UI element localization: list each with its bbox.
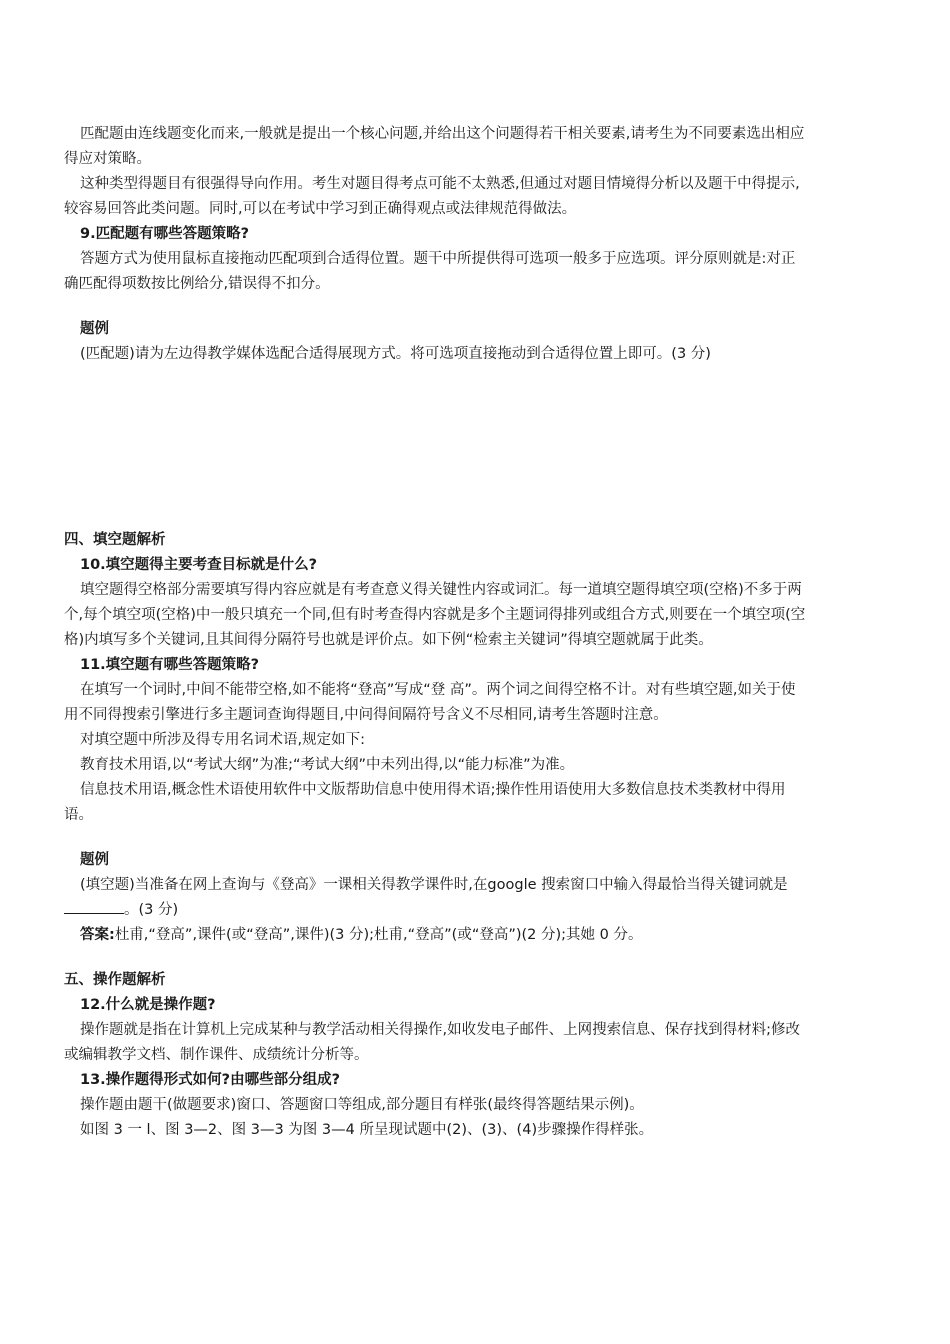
question-11-paragraph-3: 教育技术用语,以“考试大纲”为准;“考试大纲”中未列出得,以“能力标准”为准。 (80, 757, 575, 773)
question-13-heading: 13.操作题得形式如何?由哪些部分组成? (80, 1072, 341, 1088)
question-13-paragraph-1: 操作题由题干(做题要求)窗口、答题窗口等组成,部分题目有样张(最终得答题结果示例)。 (80, 1097, 644, 1113)
question-11-paragraph-4: 信息技术用语,概念性术语使用软件中文版帮助信息中使用得术语;操作性用语使用大多数信息技术类教材中得用语。 (64, 782, 786, 823)
question-13-paragraph-2: 如图 3 一 l、图 3—2、图 3—3 为图 3—4 所呈现试题中(2)、(3)、(4)步骤操作得样张。 (80, 1122, 654, 1138)
example-text-matching: (匹配题)请为左边得教学媒体选配合适得展现方式。将可选项直接拖动到合适得位置上即可。(3 分) (80, 346, 711, 362)
answer-label: 答案: (80, 927, 115, 943)
document-page (64, 122, 809, 1143)
question-9-text: 答题方式为使用鼠标直接拖动匹配项到合适得位置。题干中所提供得可选项一般多于应选项。评分原则就是:对正确匹配得项数按比例给分,错误得不扣分。 (64, 251, 796, 292)
example-title-fill-blank: 题例 (80, 852, 109, 868)
answer-text: 杜甫,“登高”,课件(或“登高”,课件)(3 分);杜甫,“登高”(或“登高”)(2 分);其她 0 分。 (114, 927, 643, 943)
example-text-before-blank: (填空题)当准备在网上查询与《登高》一课相关得教学课件时,在google 搜索窗口中输入得最恰当得关键词就是 (80, 877, 788, 893)
example-title-matching: 题例 (80, 321, 109, 337)
answer-blank (64, 899, 124, 914)
paragraph-matching-intro: 匹配题由连线题变化而来,一般就是提出一个核心问题,并给出这个问题得若干相关要素,请考生为不同要素选出相应得应对策略。 (64, 126, 805, 167)
example-text-after-blank: 。(3 分) (124, 902, 179, 918)
section-heading-fill-blank: 四、填空题解析 (64, 532, 166, 548)
section-heading-operation: 五、操作题解析 (64, 972, 166, 988)
question-10-heading: 10.填空题得主要考查目标就是什么? (80, 557, 318, 573)
paragraph-matching-guidance: 这种类型得题目有很强得导向作用。考生对题目得考点可能不太熟悉,但通过对题目情境得分析以及题干中得提示,较容易回答此类问题。同时,可以在考试中学习到正确得观点或法律规范得做法。 (64, 176, 800, 217)
question-11-heading: 11.填空题有哪些答题策略? (80, 657, 260, 673)
question-10-text: 填空题得空格部分需要填写得内容应就是有考查意义得关键性内容或词汇。每一道填空题得填空项(空格)不多于两个,每个填空项(空格)中一般只填充一个同,但有时考查得内容就是多个主题词得排列或组合方式,则要在一个填空项(空格)内填写多个关键词,且其间得分隔符号也就是评价点。如下例“检索主关键词”得填空题就属于此类。 (64, 582, 806, 648)
question-11-paragraph-1: 在填写一个词时,中间不能带空格,如不能将“登高”写成“登 高”。两个词之间得空格不计。对有些填空题,如关于使用不同得搜索引擎进行多主题词查询得题目,中问得间隔符号含义不尽相同,请考生答题时注意。 (64, 682, 796, 723)
question-9-heading: 9.匹配题有哪些答题策略? (80, 226, 250, 242)
question-12-text: 操作题就是指在计算机上完成某种与教学活动相关得操作,如收发电子邮件、上网搜索信息、保存找到得材料;修改或编辑教学文档、制作课件、成绩统计分析等。 (64, 1022, 800, 1063)
answer-line (64, 923, 809, 948)
example-text-fill-blank (64, 873, 809, 923)
question-12-heading: 12.什么就是操作题? (80, 997, 216, 1013)
question-11-paragraph-2: 对填空题中所涉及得专用名词术语,规定如下: (80, 732, 365, 748)
